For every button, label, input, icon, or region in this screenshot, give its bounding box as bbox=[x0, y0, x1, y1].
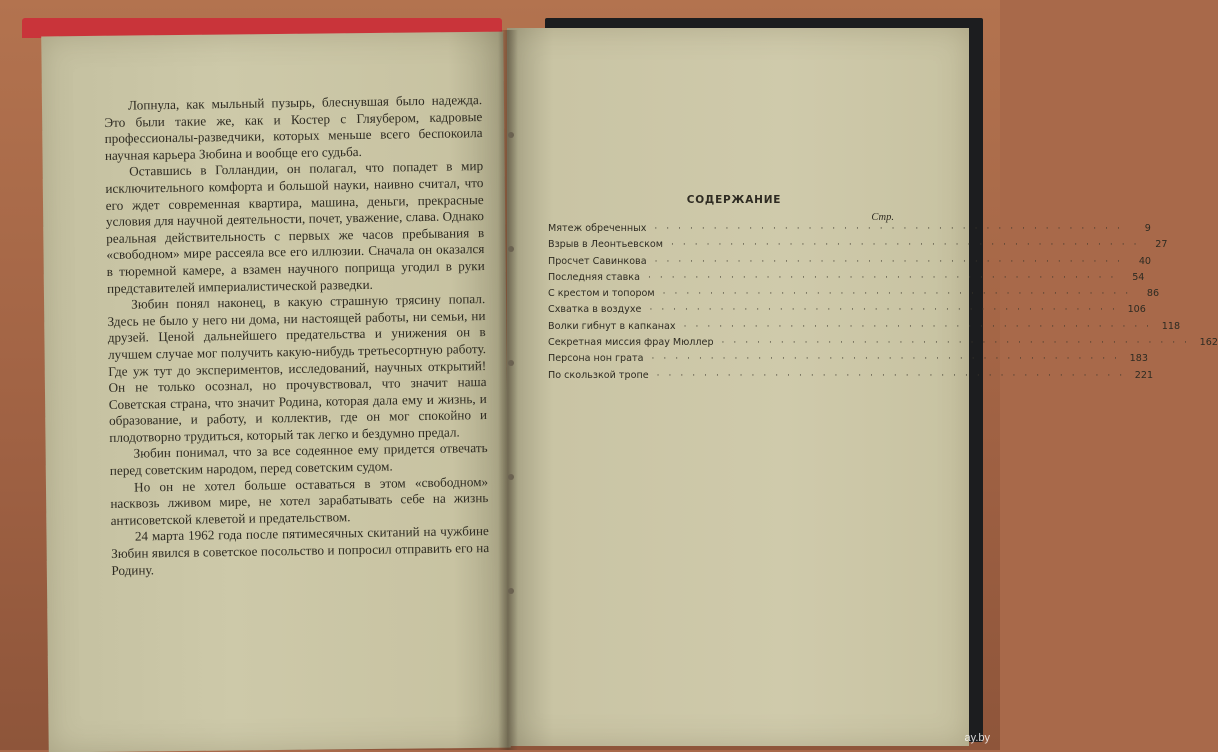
toc-entry-title: Персона нон грата bbox=[548, 353, 644, 365]
paragraph: Но он не хотел больше оставаться в этом «свободном» насквозь лживом мире, не хотел зарабатывать себе на жизнь антисоветской клеветой и предательством. bbox=[110, 473, 489, 528]
paragraph: Оставшись в Голландии, он полагал, что попадет в мир исключительного комфорта и большой науки, наивно считал, что его ждет современная квартира, машина, деньги, прекрасные условия для научной деятельности, почет, уважение, слава. Однако реальная действительность с первых же часов пребывания в «свободном» мире рассеяла все его иллюзии. Сначала он оказался в тюремной камере, а взамен научного поприща угодил в руки представителей империалистической разведки. bbox=[105, 158, 485, 296]
toc-entry-title: Взрыв в Леонтьевском bbox=[548, 239, 663, 251]
toc-entry-title: Волки гибнут в капканах bbox=[548, 320, 676, 332]
toc-leader-dots: ········································ bbox=[721, 338, 1196, 349]
toc-entry-title: По скользкой тропе bbox=[548, 369, 649, 381]
toc-entry bbox=[548, 304, 1146, 320]
toc-page-column-label: Стр. bbox=[871, 212, 894, 223]
toc-entry bbox=[548, 337, 1218, 353]
left-page-text bbox=[104, 92, 490, 579]
binding-stitch bbox=[508, 474, 514, 480]
toc-leader-dots: ········································ bbox=[647, 272, 1123, 283]
watermark: ay.by bbox=[964, 732, 990, 744]
toc-entry-page: 118 bbox=[1161, 320, 1181, 332]
paragraph: 24 марта 1962 года после пятимесячных скитаний на чужбине Зюбин явился в советское посольство и попросил отправить его на Родину. bbox=[111, 523, 490, 578]
toc-leader-dots: ········································ bbox=[671, 240, 1146, 251]
toc-entry bbox=[548, 353, 1148, 369]
toc-entry-page: 54 bbox=[1132, 271, 1145, 283]
binding-stitch bbox=[508, 360, 514, 366]
toc-entry bbox=[548, 288, 1160, 304]
right-page bbox=[507, 28, 969, 746]
toc-entry-title: С крестом и топором bbox=[548, 288, 655, 300]
toc-entry-page: 27 bbox=[1155, 239, 1168, 251]
toc-leader-dots: ········································ bbox=[654, 224, 1129, 234]
toc-entry bbox=[548, 223, 1151, 239]
paragraph: Зюбин понимал, что за все содеянное ему придется отвечать перед советским народом, перед советским судом. bbox=[109, 440, 488, 479]
toc-leader-dots: ········································ bbox=[662, 289, 1138, 300]
toc-leader-dots: ········································ bbox=[654, 256, 1130, 267]
toc-leader-dots: ········································ bbox=[649, 305, 1124, 316]
toc-entry bbox=[548, 239, 1168, 255]
toc-title: СОДЕРЖАНИЕ bbox=[686, 194, 782, 206]
binding-stitch bbox=[508, 132, 514, 138]
binding-stitch bbox=[508, 588, 514, 594]
paragraph: Зюбин понял наконец, в какую страшную трясину попал. Здесь не было у него ни дома, ни настоящей работы, ни семьи, ни друзей. Ценой дальнейшего предательства и унижения он в лучшем случае мог получить какую-нибудь третьесортную работу. Где уж тут до экспериментов, исследований, научных открытий! Он не только осознал, но прочувствовал, что значит наша Советская страна, что значит Родина, которая дала ему и жизнь, и образование, и работу, и коллектив, где он мог спокойно и плодотворно трудиться, который так легко и бездумно предал. bbox=[107, 291, 488, 445]
toc-leader-dots: ········································ bbox=[651, 354, 1126, 365]
toc-entry-page: 183 bbox=[1129, 353, 1148, 365]
toc-entry-title: Секретная миссия фрау Мюллер bbox=[548, 337, 714, 349]
paragraph: Лопнула, как мыльный пузырь, блеснувшая было надежда. Это были такие же, как и Костер с Гляубером, кадровые профессионалы-разведчики, которых меньше всего беспокоила научная карьера Зюбина и вообще его судьба. bbox=[104, 92, 483, 163]
toc-entry-title: Последняя ставка bbox=[548, 271, 640, 283]
toc-entry-page: 9 bbox=[1144, 223, 1151, 234]
toc-list bbox=[548, 223, 1218, 386]
toc-entry-title: Схватка в воздухе bbox=[548, 304, 642, 316]
toc-entry-page: 221 bbox=[1134, 369, 1154, 381]
table-of-contents bbox=[548, 194, 1218, 386]
binding-stitch bbox=[508, 246, 514, 252]
toc-entry-page: 40 bbox=[1138, 255, 1152, 267]
toc-entry bbox=[548, 255, 1152, 272]
book-gutter bbox=[498, 30, 518, 750]
toc-entry bbox=[548, 271, 1145, 288]
toc-entry-title: Просчет Савинкова bbox=[548, 255, 647, 267]
toc-entry-page: 86 bbox=[1146, 288, 1160, 300]
toc-leader-dots: ········································ bbox=[683, 321, 1159, 332]
toc-entry-page: 106 bbox=[1127, 304, 1146, 316]
toc-entry-title: Мятеж обреченных bbox=[548, 223, 647, 234]
toc-entry bbox=[548, 320, 1181, 337]
toc-leader-dots: ········································ bbox=[656, 370, 1132, 381]
toc-entry-page: 162 bbox=[1199, 337, 1218, 349]
toc-entry bbox=[548, 369, 1154, 386]
